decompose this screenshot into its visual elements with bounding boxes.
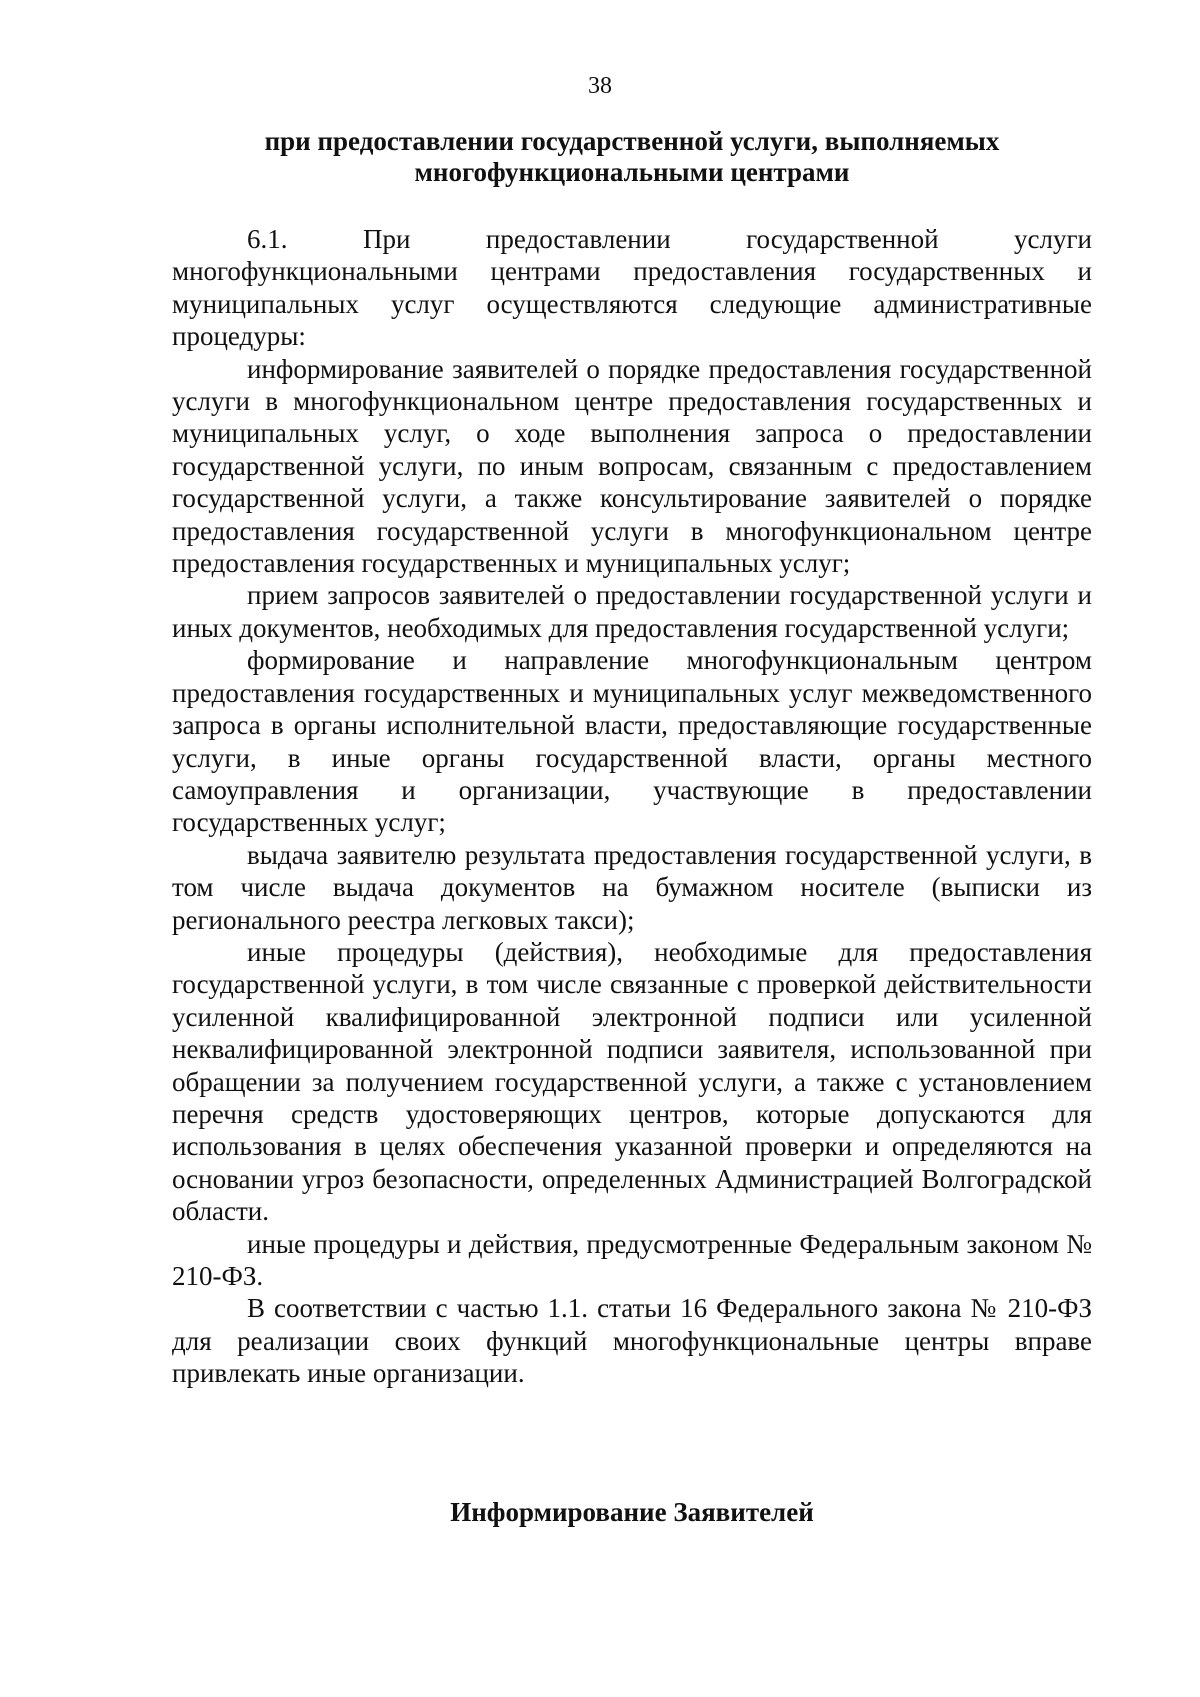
page-number: 38 — [588, 73, 612, 99]
paragraph-interagency-request: формирование и направление многофункциональным центром предоставления государственных и муниципальных услуг межведомственного запроса в органы исполнительной власти, предоставляющие государственные услуги, в иные органы государственной власти, органы местного самоуправления и организации, участвующие в предоставлении государственных услуг; — [172, 645, 1092, 838]
paragraph-other-procedures: иные процедуры (действия), необходимые для предоставления государственной услуги, в том числе связанные с проверкой действительности усиленной квалифицированной электронной подписи или усиленной неквалифицированной электронной подписи заявителя, использованной при обращении за получением государственной услуги, а также с установлением перечня средств удостоверяющих центров, которые допускаются для использования в целях обеспечения указанной проверки и определяются на основании угроз безопасности, определенных Администрацией Волгоградской области. — [172, 936, 1092, 1227]
paragraph-other-actions: иные процедуры и действия, предусмотренные Федеральным законом № 210-ФЗ. — [172, 1228, 1092, 1291]
paragraph-issuance: выдача заявителю результата предоставления государственной услуги, в том числе выдача документов на бумажном носителе (выписки из регионального реестра легковых такси); — [172, 839, 1092, 935]
section-heading: при предоставлении государственной услуги, выполняемых многофункциональными центрами — [264, 126, 1000, 187]
body-text — [172, 223, 1092, 1390]
paragraph-other-organizations: В соответствии с частью 1.1. статьи 16 Федерального закона № 210-ФЗ для реализации своих функций многофункциональные центры вправе привлекать иные организации. — [172, 1293, 1092, 1389]
subsection-heading: Информирование Заявителей — [450, 1497, 814, 1527]
paragraph-reception: прием запросов заявителей о предоставлении государственной услуги и иных документов, необходимых для предоставления государственной услуги; — [172, 580, 1092, 643]
paragraph-6-1: 6.1. При предоставлении государственной услуги многофункциональными центрами предоставления государственных и муниципальных услуг осуществляются следующие административные процедуры: — [172, 224, 1092, 352]
paragraph-informing: информирование заявителей о порядке предоставления государственной услуги в многофункциональном центре предоставления государственных и муниципальных услуг, о ходе выполнения запроса о предоставлении государственной услуги, по иным вопросам, связанным с предоставлением государственной услуги, а также консультирование заявителей о порядке предоставления государственной услуги в многофункциональном центре предоставления государственных и муниципальных услуг; — [172, 353, 1092, 579]
